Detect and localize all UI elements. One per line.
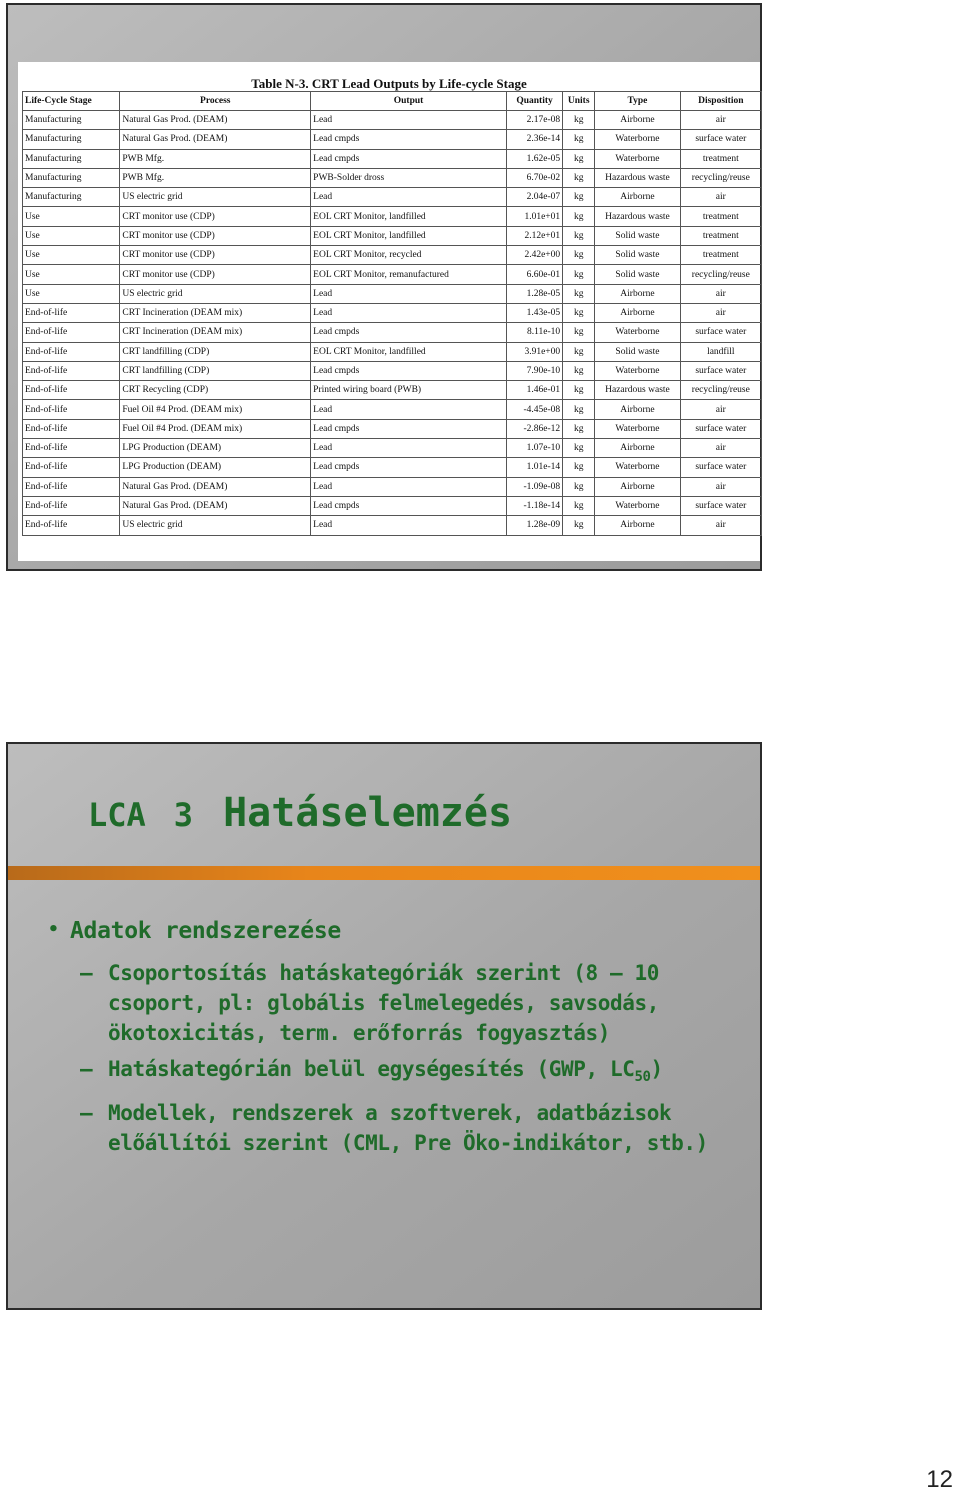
- cell-output: EOL CRT Monitor, landfilled: [311, 207, 507, 226]
- cell-process: CRT monitor use (CDP): [120, 207, 311, 226]
- cell-output: Lead cmpds: [311, 361, 507, 380]
- column-header: Type: [595, 92, 680, 111]
- slide-title-main: Hatáselemzés: [223, 790, 513, 836]
- cell-disposition: treatment: [680, 207, 761, 226]
- cell-stage: End-of-life: [23, 439, 120, 458]
- cell-output: Lead: [311, 400, 507, 419]
- slide-title: [88, 790, 512, 836]
- table-row: [23, 516, 762, 535]
- table-row: [23, 342, 762, 361]
- cell-stage: Manufacturing: [23, 168, 120, 187]
- table-row: [23, 207, 762, 226]
- cell-stage: Manufacturing: [23, 130, 120, 149]
- cell-process: CRT landfilling (CDP): [120, 342, 311, 361]
- cell-process: US electric grid: [120, 284, 311, 303]
- table-row: [23, 168, 762, 187]
- cell-stage: Use: [23, 207, 120, 226]
- cell-output: Lead: [311, 477, 507, 496]
- cell-output: Lead: [311, 111, 507, 130]
- cell-units: kg: [563, 439, 595, 458]
- cell-stage: End-of-life: [23, 516, 120, 535]
- cell-quantity: 2.04e-07: [506, 188, 562, 207]
- cell-type: Airborne: [595, 477, 680, 496]
- cell-quantity: 6.70e-02: [506, 168, 562, 187]
- cell-output: PWB-Solder dross: [311, 168, 507, 187]
- cell-stage: End-of-life: [23, 381, 120, 400]
- cell-type: Waterborne: [595, 130, 680, 149]
- cell-process: CRT landfilling (CDP): [120, 361, 311, 380]
- cell-output: Lead cmpds: [311, 458, 507, 477]
- cell-disposition: surface water: [680, 361, 761, 380]
- table-row: [23, 226, 762, 245]
- cell-quantity: 1.01e+01: [506, 207, 562, 226]
- bullet-icon: •: [48, 919, 59, 940]
- cell-type: Solid waste: [595, 246, 680, 265]
- cell-process: Natural Gas Prod. (DEAM): [120, 477, 311, 496]
- cell-units: kg: [563, 246, 595, 265]
- cell-process: Fuel Oil #4 Prod. (DEAM mix): [120, 419, 311, 438]
- column-header: Output: [311, 92, 507, 111]
- cell-type: Airborne: [595, 439, 680, 458]
- cell-process: Natural Gas Prod. (DEAM): [120, 496, 311, 515]
- cell-quantity: 2.36e-14: [506, 130, 562, 149]
- orange-divider-bar: [8, 866, 760, 880]
- table-row: [23, 323, 762, 342]
- cell-disposition: landfill: [680, 342, 761, 361]
- cell-quantity: -1.09e-08: [506, 477, 562, 496]
- cell-stage: End-of-life: [23, 419, 120, 438]
- page-number: 12: [926, 1466, 953, 1493]
- cell-units: kg: [563, 400, 595, 419]
- cell-stage: Manufacturing: [23, 149, 120, 168]
- sub-bullet-text-main: Hatáskategórián belül egységesítés (GWP, LC: [108, 1057, 635, 1081]
- cell-units: kg: [563, 342, 595, 361]
- cell-output: Lead: [311, 303, 507, 322]
- table-row: [23, 381, 762, 400]
- cell-stage: Use: [23, 226, 120, 245]
- cell-stage: Manufacturing: [23, 111, 120, 130]
- cell-disposition: air: [680, 284, 761, 303]
- cell-units: kg: [563, 284, 595, 303]
- cell-output: EOL CRT Monitor, remanufactured: [311, 265, 507, 284]
- cell-disposition: air: [680, 188, 761, 207]
- cell-output: EOL CRT Monitor, landfilled: [311, 226, 507, 245]
- cell-units: kg: [563, 361, 595, 380]
- cell-disposition: surface water: [680, 496, 761, 515]
- cell-quantity: 1.46e-01: [506, 381, 562, 400]
- table-row: [23, 149, 762, 168]
- cell-quantity: 8.11e-10: [506, 323, 562, 342]
- cell-disposition: surface water: [680, 419, 761, 438]
- cell-quantity: 1.62e-05: [506, 149, 562, 168]
- cell-output: Lead: [311, 284, 507, 303]
- cell-process: CRT monitor use (CDP): [120, 265, 311, 284]
- column-header: Quantity: [506, 92, 562, 111]
- table-row: [23, 284, 762, 303]
- cell-stage: End-of-life: [23, 303, 120, 322]
- cell-output: Lead cmpds: [311, 149, 507, 168]
- table-row: [23, 439, 762, 458]
- cell-disposition: air: [680, 111, 761, 130]
- cell-type: Hazardous waste: [595, 381, 680, 400]
- table-row: [23, 496, 762, 515]
- cell-process: CRT Incineration (DEAM mix): [120, 303, 311, 322]
- cell-quantity: -4.45e-08: [506, 400, 562, 419]
- cell-stage: End-of-life: [23, 496, 120, 515]
- cell-process: CRT Recycling (CDP): [120, 381, 311, 400]
- cell-process: Natural Gas Prod. (DEAM): [120, 111, 311, 130]
- sub-bullet-item: [80, 1054, 720, 1092]
- cell-quantity: 6.60e-01: [506, 265, 562, 284]
- dash-icon: –: [80, 1057, 93, 1081]
- table-row: [23, 303, 762, 322]
- cell-quantity: 2.12e+01: [506, 226, 562, 245]
- table-header-row: [23, 92, 762, 111]
- cell-units: kg: [563, 111, 595, 130]
- cell-disposition: air: [680, 477, 761, 496]
- cell-output: Lead cmpds: [311, 130, 507, 149]
- cell-type: Airborne: [595, 303, 680, 322]
- cell-disposition: treatment: [680, 246, 761, 265]
- table-row: [23, 477, 762, 496]
- cell-quantity: 3.91e+00: [506, 342, 562, 361]
- cell-type: Waterborne: [595, 323, 680, 342]
- cell-units: kg: [563, 477, 595, 496]
- slide-title-number: 3: [173, 796, 194, 834]
- cell-process: LPG Production (DEAM): [120, 439, 311, 458]
- cell-output: Lead: [311, 188, 507, 207]
- cell-disposition: recycling/reuse: [680, 265, 761, 284]
- cell-process: LPG Production (DEAM): [120, 458, 311, 477]
- bullet-text: Adatok rendszerezése: [70, 918, 341, 944]
- cell-units: kg: [563, 381, 595, 400]
- cell-process: Fuel Oil #4 Prod. (DEAM mix): [120, 400, 311, 419]
- table-row: [23, 361, 762, 380]
- cell-units: kg: [563, 496, 595, 515]
- cell-units: kg: [563, 226, 595, 245]
- cell-process: CRT Incineration (DEAM mix): [120, 323, 311, 342]
- cell-process: PWB Mfg.: [120, 168, 311, 187]
- cell-stage: Use: [23, 265, 120, 284]
- cell-quantity: 2.17e-08: [506, 111, 562, 130]
- cell-stage: End-of-life: [23, 342, 120, 361]
- cell-units: kg: [563, 207, 595, 226]
- cell-units: kg: [563, 516, 595, 535]
- cell-output: Lead: [311, 439, 507, 458]
- table-title: Table N-3. CRT Lead Outputs by Life-cycle Stage: [251, 76, 527, 91]
- cell-type: Hazardous waste: [595, 168, 680, 187]
- impact-assessment-slide: [6, 742, 762, 1310]
- cell-quantity: 1.01e-14: [506, 458, 562, 477]
- cell-output: Printed wiring board (PWB): [311, 381, 507, 400]
- table-row: [23, 246, 762, 265]
- cell-disposition: air: [680, 516, 761, 535]
- cell-type: Waterborne: [595, 458, 680, 477]
- sub-bullet-text: [108, 1054, 720, 1092]
- cell-process: US electric grid: [120, 188, 311, 207]
- cell-type: Waterborne: [595, 419, 680, 438]
- sub-bullet-subscript: 50: [634, 1069, 651, 1086]
- bullet-list: [8, 918, 760, 1158]
- cell-stage: End-of-life: [23, 323, 120, 342]
- table-row: [23, 188, 762, 207]
- slide-title-lca: LCA: [88, 796, 146, 834]
- cell-type: Waterborne: [595, 361, 680, 380]
- cell-type: Airborne: [595, 284, 680, 303]
- cell-units: kg: [563, 168, 595, 187]
- cell-units: kg: [563, 188, 595, 207]
- cell-quantity: -2.86e-12: [506, 419, 562, 438]
- cell-quantity: 7.90e-10: [506, 361, 562, 380]
- bullet-item: [48, 918, 800, 944]
- cell-units: kg: [563, 303, 595, 322]
- cell-disposition: surface water: [680, 130, 761, 149]
- column-header: Process: [120, 92, 311, 111]
- cell-units: kg: [563, 323, 595, 342]
- cell-disposition: air: [680, 439, 761, 458]
- cell-units: kg: [563, 419, 595, 438]
- cell-type: Airborne: [595, 111, 680, 130]
- dash-icon: –: [80, 961, 93, 985]
- cell-disposition: treatment: [680, 226, 761, 245]
- cell-process: Natural Gas Prod. (DEAM): [120, 130, 311, 149]
- cell-type: Solid waste: [595, 226, 680, 245]
- table-row: [23, 419, 762, 438]
- column-header: Disposition: [680, 92, 761, 111]
- cell-output: Lead cmpds: [311, 496, 507, 515]
- column-header: Life-Cycle Stage: [23, 92, 120, 111]
- cell-type: Airborne: [595, 516, 680, 535]
- cell-process: PWB Mfg.: [120, 149, 311, 168]
- sub-bullet-text-end: ): [650, 1057, 663, 1081]
- cell-disposition: recycling/reuse: [680, 381, 761, 400]
- cell-quantity: 1.28e-05: [506, 284, 562, 303]
- table-slide: [6, 3, 762, 571]
- cell-quantity: 1.43e-05: [506, 303, 562, 322]
- cell-units: kg: [563, 149, 595, 168]
- cell-stage: End-of-life: [23, 458, 120, 477]
- sub-bullet-item: [80, 958, 720, 1048]
- cell-stage: End-of-life: [23, 400, 120, 419]
- cell-units: kg: [563, 130, 595, 149]
- sub-bullet-text: Modellek, rendszerek a szoftverek, adatbázisok előállítói szerint (CML, Pre Öko-indikátor, stb.): [108, 1101, 708, 1156]
- cell-units: kg: [563, 458, 595, 477]
- cell-output: EOL CRT Monitor, recycled: [311, 246, 507, 265]
- cell-stage: End-of-life: [23, 361, 120, 380]
- cell-units: kg: [563, 265, 595, 284]
- cell-disposition: recycling/reuse: [680, 168, 761, 187]
- table-row: [23, 111, 762, 130]
- cell-stage: Manufacturing: [23, 188, 120, 207]
- sub-bullet-text: Csoportosítás hatáskategóriák szerint (8 – 10 csoport, pl: globális felmelegedés, savsodás, ökotoxicitás, term. erőforrás fogyasztás): [108, 961, 659, 1045]
- cell-process: CRT monitor use (CDP): [120, 226, 311, 245]
- table-panel: [18, 62, 760, 561]
- table-row: [23, 265, 762, 284]
- table-row: [23, 400, 762, 419]
- cell-type: Solid waste: [595, 342, 680, 361]
- dash-icon: –: [80, 1101, 93, 1126]
- cell-output: EOL CRT Monitor, landfilled: [311, 342, 507, 361]
- cell-stage: Use: [23, 246, 120, 265]
- column-header: Units: [563, 92, 595, 111]
- table-row: [23, 130, 762, 149]
- cell-type: Waterborne: [595, 149, 680, 168]
- cell-quantity: -1.18e-14: [506, 496, 562, 515]
- cell-stage: Use: [23, 284, 120, 303]
- cell-output: Lead cmpds: [311, 323, 507, 342]
- cell-output: Lead cmpds: [311, 419, 507, 438]
- cell-disposition: surface water: [680, 323, 761, 342]
- cell-disposition: air: [680, 400, 761, 419]
- cell-type: Airborne: [595, 400, 680, 419]
- table-row: [23, 458, 762, 477]
- cell-type: Solid waste: [595, 265, 680, 284]
- cell-type: Waterborne: [595, 496, 680, 515]
- cell-stage: End-of-life: [23, 477, 120, 496]
- cell-quantity: 1.28e-09: [506, 516, 562, 535]
- cell-disposition: air: [680, 303, 761, 322]
- cell-quantity: 2.42e+00: [506, 246, 562, 265]
- cell-process: US electric grid: [120, 516, 311, 535]
- sub-bullet-item: [80, 1098, 720, 1158]
- cell-output: Lead: [311, 516, 507, 535]
- cell-disposition: surface water: [680, 458, 761, 477]
- crt-lead-outputs-table: [22, 91, 762, 536]
- cell-process: CRT monitor use (CDP): [120, 246, 311, 265]
- cell-type: Hazardous waste: [595, 207, 680, 226]
- cell-disposition: treatment: [680, 149, 761, 168]
- cell-type: Airborne: [595, 188, 680, 207]
- cell-quantity: 1.07e-10: [506, 439, 562, 458]
